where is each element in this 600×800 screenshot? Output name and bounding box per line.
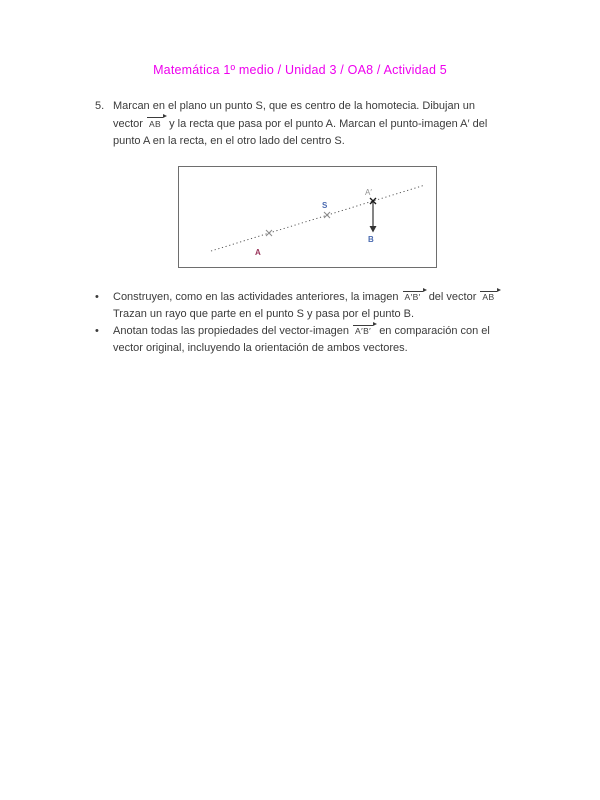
item-text-line3: punto A en la recta, en el otro lado del centro S. bbox=[113, 135, 345, 147]
homothety-figure bbox=[178, 166, 437, 268]
bullet-item-1 bbox=[95, 289, 523, 323]
label-point-a-prime: A′ bbox=[365, 188, 372, 197]
label-point-s: S bbox=[322, 201, 328, 210]
item-text-line2: vector AB y la recta que pasa por el punto A. Marcan el punto-imagen A′ del bbox=[113, 117, 488, 130]
point-marker-s bbox=[324, 212, 330, 218]
vector-ab-notation: AB bbox=[480, 291, 497, 303]
page-title: Matemática 1º medio / Unidad 3 / OA8 / Actividad 5 bbox=[153, 63, 447, 77]
point-marker-a bbox=[266, 230, 272, 236]
homothety-figure-canvas bbox=[179, 167, 436, 267]
bullet-glyph: • bbox=[95, 291, 99, 303]
vector-ab-notation: AB bbox=[147, 117, 164, 129]
bullet2-line2: vector original, incluyendo la orientación de ambos vectores. bbox=[113, 342, 408, 354]
vector-a-prime-b-prime-notation: A′B′ bbox=[353, 325, 374, 337]
label-point-b: B bbox=[368, 235, 374, 244]
item-text-line1: Marcan en el plano un punto S, que es centro de la homotecia. Dibujan un bbox=[113, 100, 476, 112]
exercise-item-5 bbox=[95, 98, 519, 151]
dotted-line-through-a-s bbox=[211, 185, 425, 251]
bullet-item-2 bbox=[95, 323, 523, 357]
bullet-list bbox=[95, 289, 523, 357]
label-point-a: A bbox=[255, 248, 261, 257]
bullet1-line1: Construyen, como en las actividades anteriores, la imagen A′B′ del vector AB bbox=[113, 289, 523, 306]
vector-ab-arrowhead bbox=[370, 226, 377, 233]
bullet-glyph: • bbox=[95, 325, 99, 337]
item-text bbox=[113, 98, 519, 151]
item-number: 5. bbox=[95, 100, 105, 112]
bullet1-line2: Trazan un rayo que parte en el punto S y pasa por el punto B. bbox=[113, 308, 415, 320]
vector-a-prime-b-prime-notation: A′B′ bbox=[403, 291, 424, 303]
bullet2-line1: Anotan todas las propiedades del vector-imagen A′B′ en comparación con el bbox=[113, 325, 490, 337]
